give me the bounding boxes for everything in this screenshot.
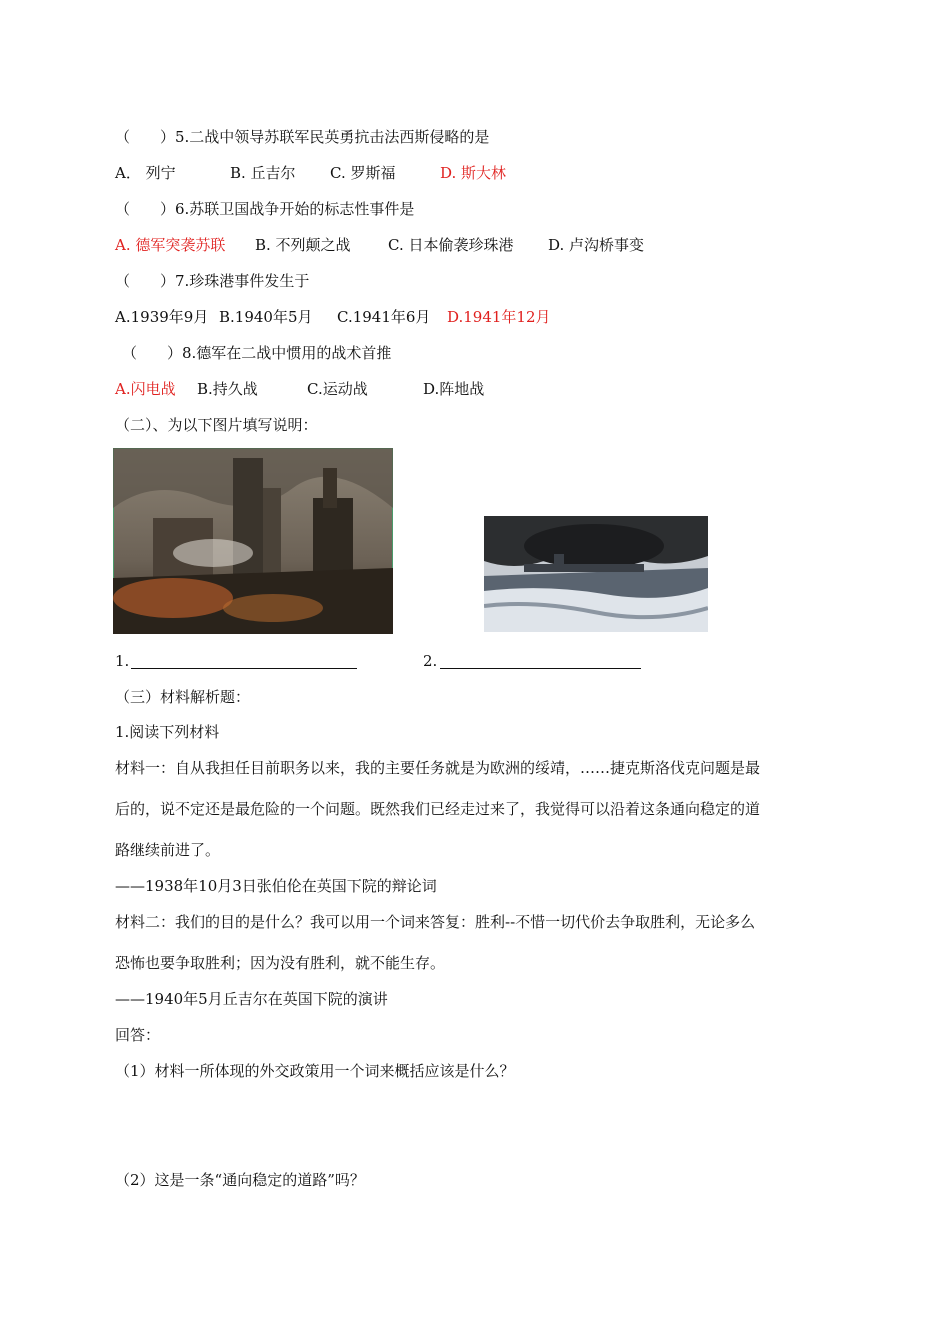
- material-1-line-3: 路继续前进了。: [115, 841, 221, 859]
- caption-blank-1[interactable]: [115, 651, 129, 671]
- material-1-line-2: 后的，说不定还是最危险的一个问题。既然我们已经走过来了，我觉得可以沿着这条通向稳定的道: [115, 800, 761, 818]
- question-5-stem: （ ）5.二战中领导苏联军民英勇抗击法西斯侵略的是: [115, 128, 490, 146]
- q5-option-d-answer: D. 斯大林: [440, 164, 507, 182]
- photo-pearl-harbor-battleship: [113, 448, 393, 634]
- q7-option-c: C.1941年6月: [337, 308, 431, 326]
- q6-option-b: B. 不列颠之战: [255, 236, 351, 254]
- answer-label: 回答：: [115, 1026, 161, 1044]
- section-3-heading: （三）材料解析题：: [115, 688, 251, 706]
- q7-option-b: B.1940年5月: [219, 308, 313, 326]
- q6-option-a-answer: A. 德军突袭苏联: [115, 236, 226, 254]
- q8-option-c: C.运动战: [307, 380, 368, 398]
- q7-option-d-answer: D.1941年12月: [447, 308, 551, 326]
- q5-option-b: B. 丘吉尔: [230, 164, 296, 182]
- q8-option-b: B.持久战: [197, 380, 258, 398]
- q8-option-d: D.阵地战: [423, 380, 485, 398]
- q6-option-c: C. 日本偷袭珍珠港: [388, 236, 514, 254]
- q7-option-a: A.1939年9月: [115, 308, 209, 326]
- caption-1-number: 1.: [115, 652, 130, 670]
- caption-2-number: 2.: [423, 652, 438, 670]
- sub-question-1: （1）材料一所体现的外交政策用一个词来概括应该是什么？: [115, 1062, 515, 1080]
- q8-option-a-answer: A.闪电战: [115, 380, 176, 398]
- material-2-source: ——1940年5月丘吉尔在英国下院的演讲: [115, 990, 388, 1008]
- q6-option-d: D. 卢沟桥事变: [548, 236, 645, 254]
- material-intro: 1.阅读下列材料: [115, 723, 220, 741]
- photo-2-image: [484, 516, 708, 632]
- section-2-heading: （二）、为以下图片填写说明：: [115, 416, 318, 434]
- question-7-stem: （ ）7.珍珠港事件发生于: [115, 272, 310, 290]
- question-6-stem: （ ）6.苏联卫国战争开始的标志性事件是: [115, 200, 415, 218]
- caption-1-underline: [131, 668, 357, 669]
- material-1-line-1: 材料一：自从我担任目前职务以来，我的主要任务就是为欧洲的绥靖，……捷克斯洛伐克问题是最: [115, 759, 761, 777]
- material-2-line-2: 恐怖也要争取胜利；因为没有胜利，就不能生存。: [115, 954, 446, 972]
- sub-question-2: （2）这是一条“通向稳定的道路”吗？: [115, 1171, 365, 1189]
- caption-2-underline: [440, 668, 641, 669]
- question-8-stem: （ ）8.德军在二战中惯用的战术首推: [122, 344, 392, 362]
- photo-sinking-warship: [484, 516, 708, 632]
- material-1-source: ——1938年10月3日张伯伦在英国下院的辩论词: [115, 877, 437, 895]
- caption-blank-2[interactable]: [423, 651, 437, 671]
- photo-1-image: [113, 448, 393, 634]
- q5-option-c: C. 罗斯福: [330, 164, 396, 182]
- q5-option-a: A． 列宁: [115, 164, 176, 182]
- material-2-line-1: 材料二：我们的目的是什么？我可以用一个词来答复：胜利--不惜一切代价去争取胜利，无论多么: [115, 913, 756, 931]
